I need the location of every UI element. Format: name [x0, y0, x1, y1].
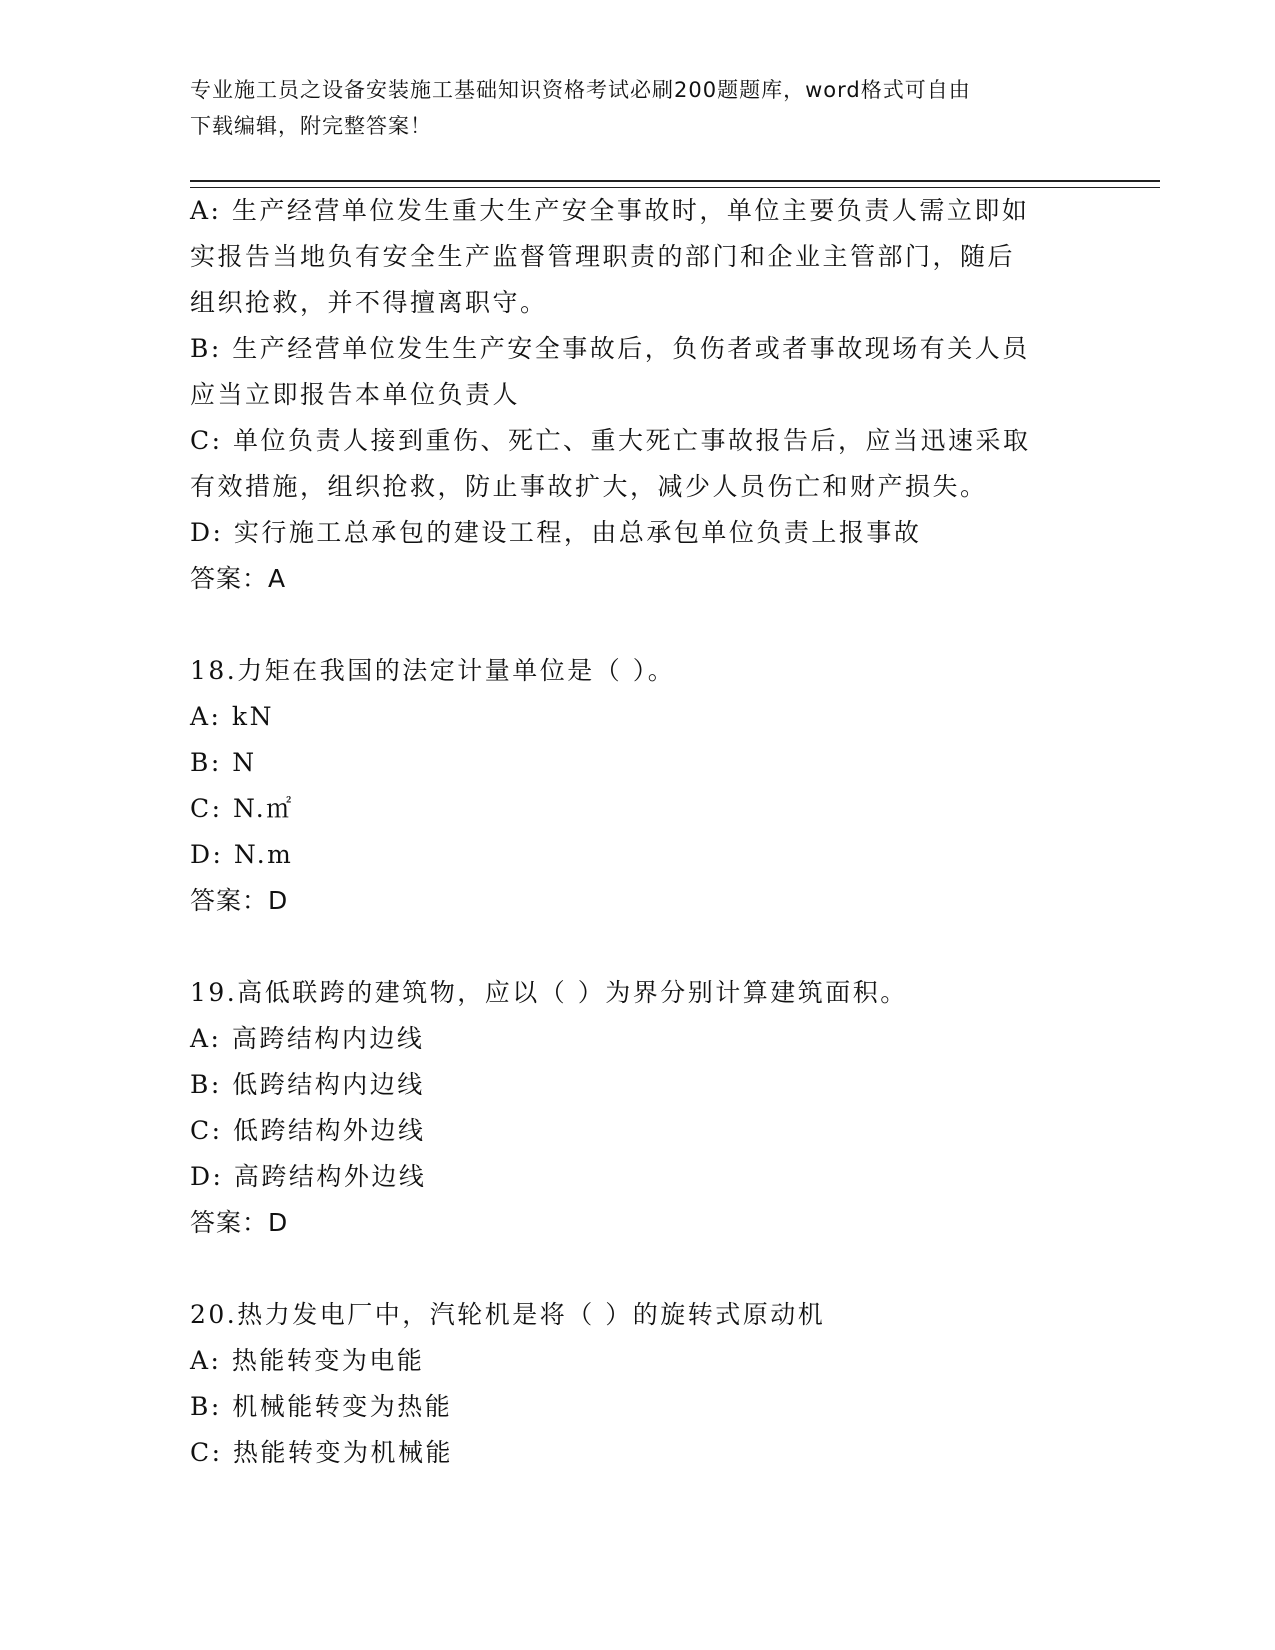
- question-stem: 18.力矩在我国的法定计量单位是（ ）。: [190, 656, 676, 685]
- option-a: A: 高跨结构内边线: [190, 1024, 425, 1053]
- question-stem: 20.热力发电厂中，汽轮机是将（ ）的旋转式原动机: [190, 1300, 826, 1329]
- header-divider: [190, 180, 1160, 188]
- option-a-line-3: 组织抢救，并不得擅离职守。: [190, 288, 548, 317]
- spacer: [190, 924, 1090, 970]
- option-b-line-2: 应当立即报告本单位负责人: [190, 380, 521, 409]
- header-title-line-2: 下载编辑，附完整答案！: [190, 114, 432, 138]
- spacer: [190, 1246, 1090, 1292]
- option-a: A: 热能转变为电能: [190, 1346, 425, 1375]
- answer: 答案：D: [190, 1208, 289, 1237]
- question-19: [190, 970, 1090, 1246]
- question-18: [190, 648, 1090, 924]
- option-b: B: N: [190, 748, 257, 777]
- option-d: D: 高跨结构外边线: [190, 1162, 427, 1191]
- option-a-line-1: A: 生产经营单位发生重大生产安全事故时，单位主要负责人需立即如: [190, 196, 1030, 225]
- question-list: [190, 188, 1090, 1476]
- header-title-line-1: 专业施工员之设备安装施工基础知识资格考试必刷200题题库，word格式可自由: [190, 78, 971, 102]
- spacer: [190, 602, 1090, 648]
- question-stem: 19.高低联跨的建筑物，应以（ ）为界分别计算建筑面积。: [190, 978, 908, 1007]
- option-a-line-2: 实报告当地负有安全生产监督管理职责的部门和企业主管部门，随后: [190, 242, 1016, 271]
- option-c: C: N.㎡: [190, 794, 294, 823]
- answer: 答案：D: [190, 886, 289, 915]
- option-b: B: 低跨结构内边线: [190, 1070, 425, 1099]
- question-17-continued: [190, 188, 1090, 602]
- option-c-line-1: C: 单位负责人接到重伤、死亡、重大死亡事故报告后，应当迅速采取: [190, 426, 1031, 455]
- option-d: D: 实行施工总承包的建设工程，由总承包单位负责上报事故: [190, 518, 922, 547]
- answer: 答案：A: [190, 564, 287, 593]
- option-a: A: kN: [190, 702, 274, 731]
- question-20: [190, 1292, 1090, 1476]
- option-b: B: 机械能转变为热能: [190, 1392, 453, 1421]
- page-header: [190, 72, 1090, 144]
- option-c: C: 低跨结构外边线: [190, 1116, 426, 1145]
- option-d: D: N.m: [190, 840, 294, 869]
- option-c-line-2: 有效措施，组织抢救，防止事故扩大，减少人员伤亡和财产损失。: [190, 472, 988, 501]
- option-b-line-1: B: 生产经营单位发生生产安全事故后，负伤者或者事故现场有关人员: [190, 334, 1030, 363]
- option-c: C: 热能转变为机械能: [190, 1438, 453, 1467]
